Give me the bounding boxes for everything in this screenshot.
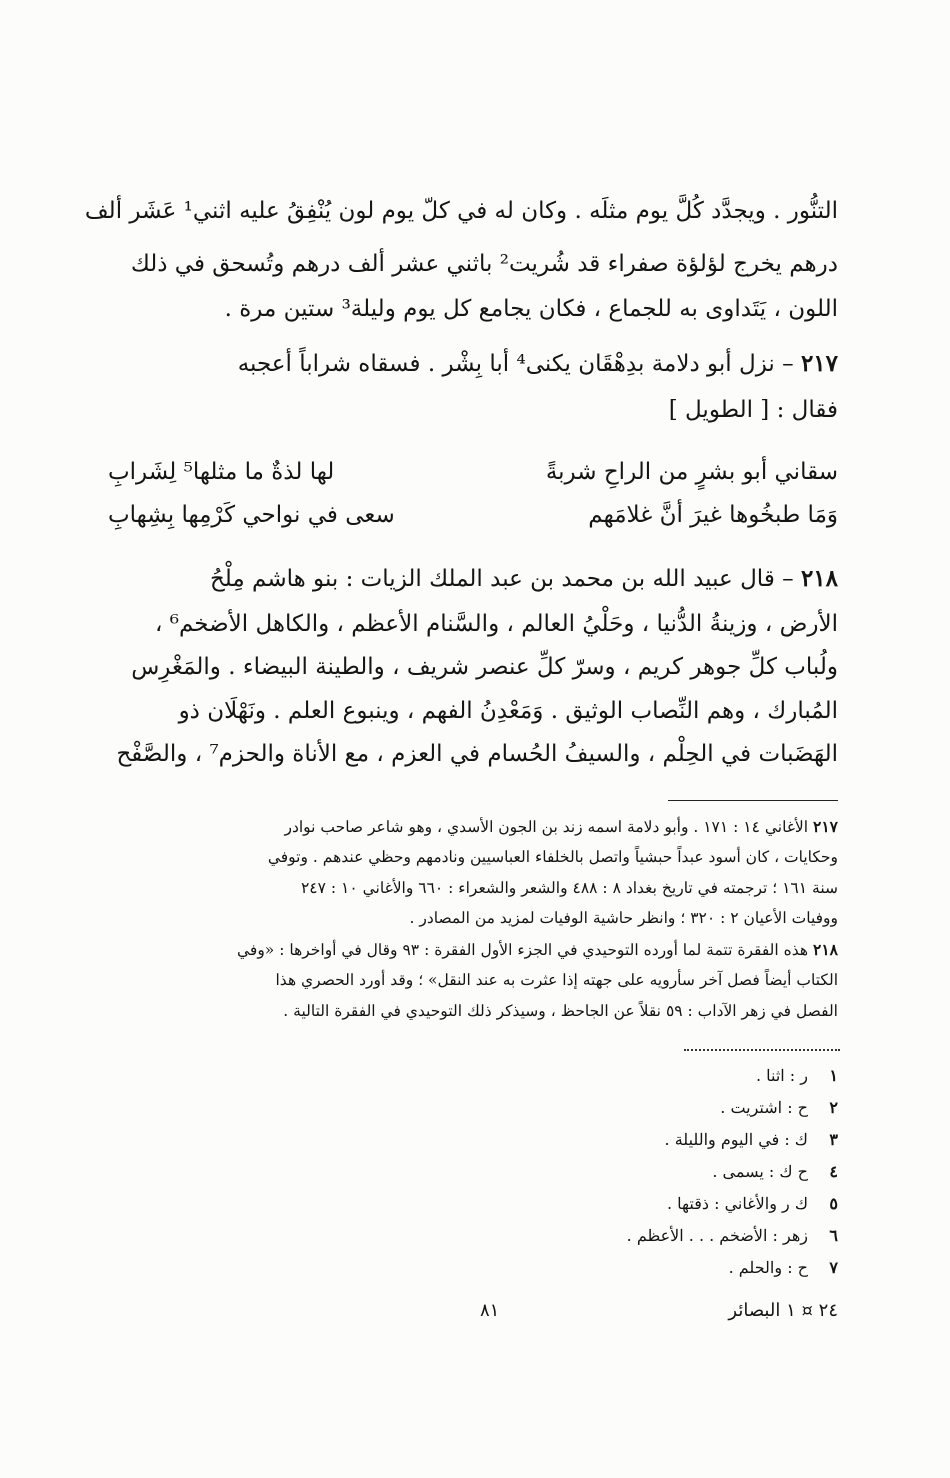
footnote-line: ووفيات الأعيان ٢ : ٣٢٠ ؛ وانظر حاشية الوفيات لمزيد من المصادر . <box>409 909 838 927</box>
variant-number: ٥ <box>829 1194 838 1213</box>
variant-reading <box>538 1220 838 1252</box>
verse-first-hemistich: وَمَا طبخُوها غيرَ أنَّ غلامَهم <box>588 502 838 528</box>
paragraph-number: ٢١٧ <box>800 350 838 377</box>
variant-text: ك ر والأغاني : ذقتها . <box>667 1194 808 1213</box>
variant-text: زهر : الأضخم . . . الأعظم . <box>626 1226 808 1245</box>
variant-reading <box>538 1060 838 1092</box>
page-number: ٨١ <box>480 1300 500 1321</box>
footnote-line: سنة ١٦١ ؛ ترجمته في تاريخ بغداد ٨ : ٤٨٨ والشعر والشعراء : ٦٦٠ والأغاني ١٠ : ٢٤٧ <box>300 879 838 897</box>
variant-number: ٧ <box>829 1258 838 1277</box>
variant-reading <box>538 1092 838 1124</box>
footnote-line <box>108 935 838 965</box>
variant-text: ح : والحلم . <box>728 1258 808 1277</box>
variants-separator <box>684 1049 840 1051</box>
variant-number: ٦ <box>829 1226 838 1245</box>
paragraph-218-line <box>108 560 838 598</box>
variant-reading <box>538 1124 838 1156</box>
footnote-line <box>108 812 838 842</box>
variant-number: ٢ <box>829 1098 838 1117</box>
variant-text: ح ك : يسمى . <box>712 1162 808 1181</box>
variant-text: ح : اشتريت . <box>720 1098 808 1117</box>
verse-second-hemistich: سعى في نواحي كَرْمِها بِشِهابِ <box>108 502 395 528</box>
verse-first-hemistich: سقاني أبو بشرٍ من الراحِ شربةً <box>545 459 838 485</box>
footnote-line: الفصل في زهر الآداب : ٥٩ نقلاً عن الجاحظ ، وسيذكر ذلك التوحيدي في الفقرة التالية . <box>283 1002 838 1020</box>
paragraph-number: ٢١٨ <box>800 565 838 592</box>
verse-line <box>108 452 838 492</box>
signature-mark: ٢٤ ¤ ١ البصائر <box>728 1300 838 1321</box>
variant-reading <box>538 1252 838 1284</box>
variant-reading <box>538 1188 838 1220</box>
paragraph-217-line <box>108 345 838 383</box>
variant-text: ر : اثنا . <box>755 1066 808 1085</box>
variant-number: ٣ <box>829 1130 838 1149</box>
main-text-line: درهم يخرج لؤلؤة صفراء قد شُريت² باثني عشر ألف درهم وتُسحق في ذلك <box>130 251 838 277</box>
paragraph-218-line: ولُباب كلِّ جوهر كريم ، وسرّ كلِّ عنصر شريف ، والطينة البيضاء . والمَغْرِس <box>131 654 838 680</box>
footnote-text: الأغاني ١٤ : ١٧١ . وأبو دلامة اسمه زند بن الجون الأسدي ، وهو شاعر صاحب نوادر <box>284 818 809 836</box>
variant-text: ك : في اليوم والليلة . <box>664 1130 808 1149</box>
paragraph-text: – نزل أبو دلامة بدِهْقَان يكنى⁴ أبا بِشْر . فسقاه شراباً أعجبه <box>237 351 794 377</box>
footnote-line: وحكايات ، كان أسود عبداً حبشياً واتصل بالخلفاء العباسيين ونادمهم وحظي عندهم . وتوفي <box>267 848 838 866</box>
verse-second-hemistich: لها لذةٌ ما مثلها⁵ لِشَرابِ <box>108 459 335 485</box>
footnote-separator <box>668 800 838 801</box>
footnote-text: هذه الفقرة تتمة لما أورده التوحيدي في الجزء الأول الفقرة : ٩٣ وقال في أواخرها : «وفي <box>236 941 809 959</box>
paragraph-218-line: المُبارك ، وهم النِّصاب الوثيق . وَمَعْدِنُ الفهم ، وينبوع العلم . ونَهْلَان ذو <box>178 698 838 724</box>
paragraph-217-line: فقال : [ الطويل ] <box>668 397 838 423</box>
variant-number: ١ <box>829 1066 838 1085</box>
variant-reading <box>538 1156 838 1188</box>
paragraph-text: – قال عبيد الله بن محمد بن عبد الملك الزيات : بنو هاشم مِلْحُ <box>209 566 794 592</box>
main-text-line: التنُّور . ويجدَّد كُلَّ يوم مثلَه . وكان له في كلّ يوم لون يُنْفِقُ عليه اثني¹ عَشَر ألف <box>84 198 838 224</box>
paragraph-218-line: الهَضَبات في الحِلْم ، والسيفُ الحُسام في العزم ، مع الأناة والحزم⁷ ، والصَّفْح <box>116 741 838 767</box>
footnote-number: ٢١٨ <box>813 940 838 959</box>
main-text-line: اللون ، يَتَداوى به للجماع ، فكان يجامع كل يوم وليلة³ ستين مرة . <box>224 296 838 322</box>
paragraph-218-line: الأرض ، وزينةُ الدُّنيا ، وحَلْيُ العالم ، والسَّنام الأعظم ، والكاهل الأضخم⁶ ، <box>154 611 838 637</box>
footnote-line: الكتاب أيضاً فصل آخر سأرويه على جهته إذا عثرت به عند النقل» ؛ وقد أورد الحصري هذا <box>275 971 838 989</box>
footnote-number: ٢١٧ <box>813 817 838 836</box>
variant-number: ٤ <box>829 1162 838 1181</box>
verse-line <box>108 495 838 535</box>
